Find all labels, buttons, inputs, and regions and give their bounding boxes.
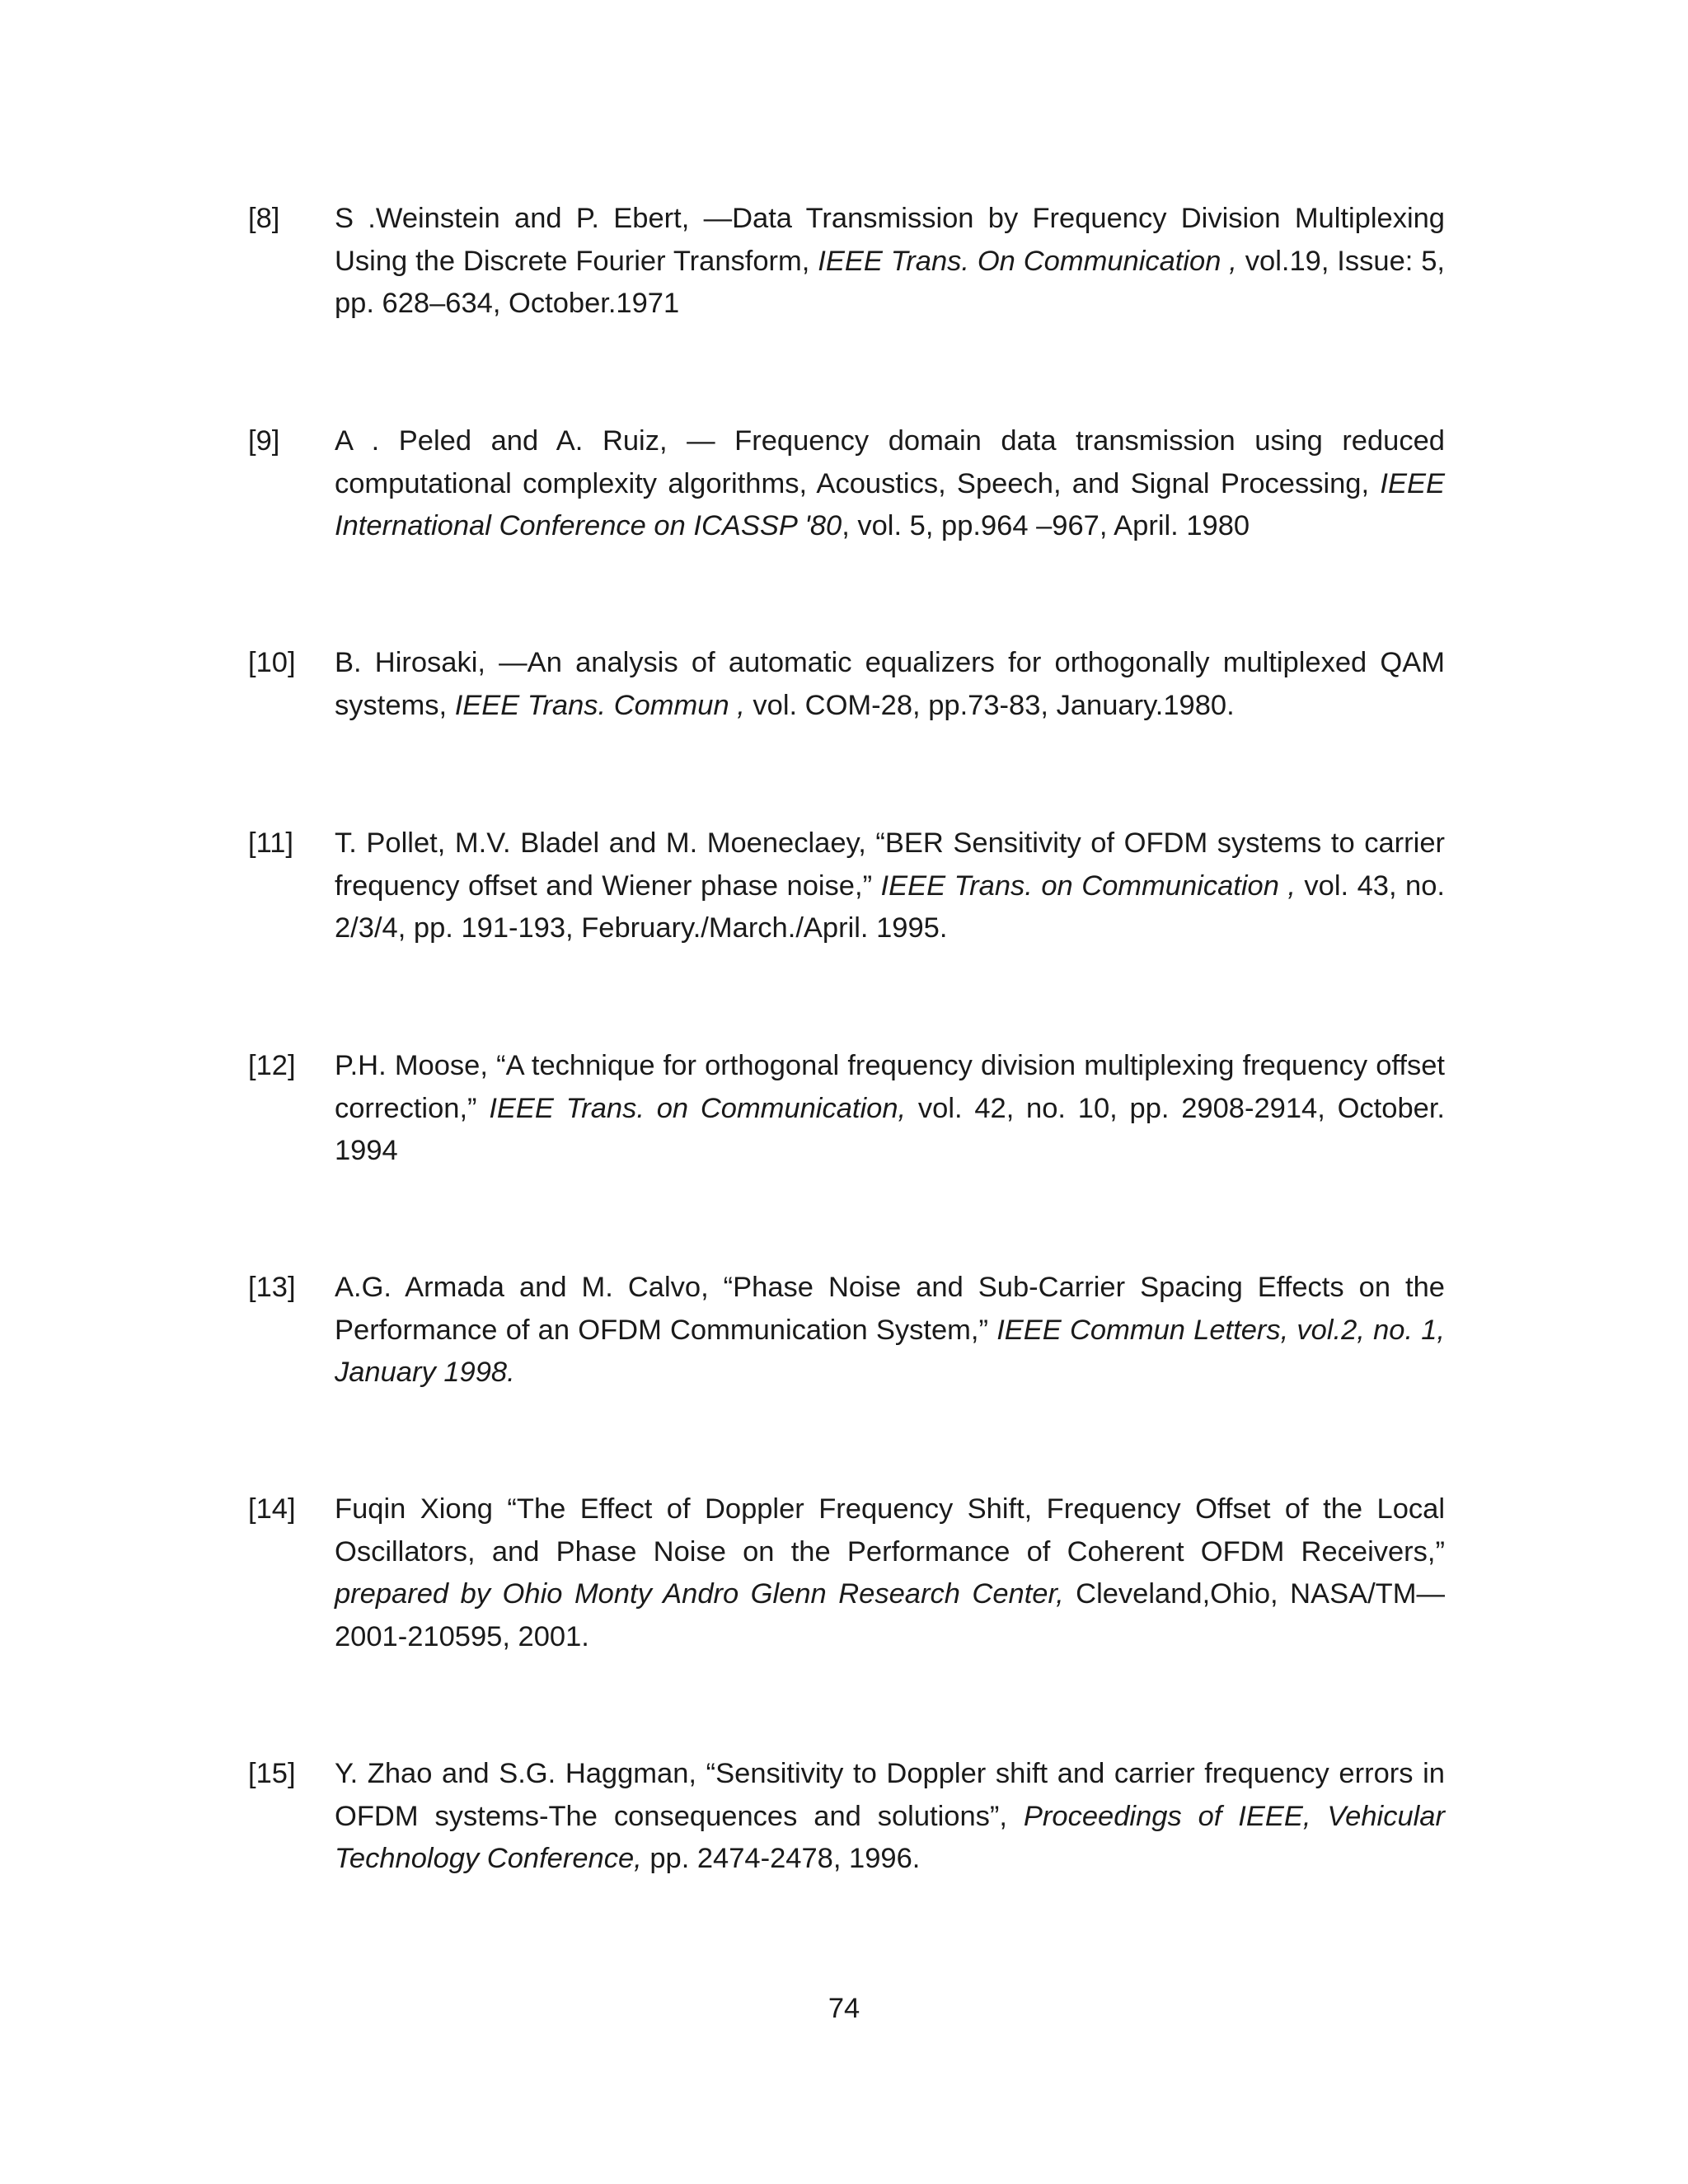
reference-text [335, 420, 1445, 548]
reference-journal: IEEE International Conference on ICASSP '80 [335, 467, 1445, 541]
reference-text [335, 1488, 1445, 1658]
reference-entry-9 [248, 420, 1445, 548]
reference-text-part: vol. COM-28, pp.73-83, January.1980. [744, 689, 1235, 721]
reference-number: [10] [248, 647, 296, 678]
reference-journal: prepared by Ohio Monty Andro Glenn Research Center, [335, 1578, 1064, 1610]
reference-journal: IEEE Trans. on Communication, [489, 1092, 907, 1124]
reference-journal: IEEE Trans. On Communication , [818, 245, 1237, 277]
reference-number: [9] [248, 425, 280, 457]
reference-journal: IEEE Trans. on Communication , [880, 869, 1296, 902]
reference-text-part: Y. Zhao and S.G. Haggman, “Sensitivity to Doppler shift and carrier frequency errors in OFDM systems-The consequences and solutions”, [335, 1758, 1445, 1832]
reference-text-part: A.G. Armada and M. Calvo, “Phase Noise and Sub-Carrier Spacing Effects on the Performance of an OFDM Communication System,” [335, 1272, 1445, 1346]
reference-number: [15] [248, 1758, 296, 1789]
reference-text-part: pp. 2474-2478, 1996. [641, 1843, 921, 1874]
reference-text-part: , vol. 5, pp.964 –967, April. 1980 [842, 510, 1250, 541]
reference-number: [12] [248, 1050, 296, 1081]
reference-number: [13] [248, 1272, 296, 1303]
reference-text-part: B. Hirosaki, —An analysis of automatic equalizers for orthogonally multiplexed QAM systems, [335, 647, 1445, 721]
reference-entry-11 [248, 823, 1445, 950]
reference-entry-15 [248, 1753, 1445, 1881]
reference-text-part: T. Pollet, M.V. Bladel and M. Moeneclaey, “BER Sensitivity of OFDM systems to carrier frequency offset and Wiener phase noise,” [335, 827, 1445, 902]
reference-journal: IEEE Commun Letters, vol.2, no. 1, January 1998. [335, 1314, 1446, 1388]
reference-text-part: A . Peled and A. Ruiz, — Frequency domain data transmission using reduced computational complexity algorithms, Acoustics, Speech, and Signal Processing, [335, 425, 1445, 499]
reference-text-part: vol.19, Issue: 5, pp. 628–634, October.1971 [335, 245, 1445, 319]
reference-journal: Proceedings of IEEE, Vehicular Technology Conference, [335, 1800, 1445, 1874]
reference-text-part: P.H. Moose, “A technique for orthogonal frequency division multiplexing frequency offset correction,” [335, 1050, 1445, 1124]
reference-text [335, 198, 1445, 326]
reference-text-part: vol. 43, no. 2/3/4, pp. 191-193, February./March./April. 1995. [335, 869, 1446, 944]
reference-number: [14] [248, 1493, 296, 1525]
reference-entry-8 [248, 198, 1445, 326]
reference-text-part: Fuqin Xiong “The Effect of Doppler Frequency Shift, Frequency Offset of the Local Oscillators, and Phase Noise on the Performance of Coherent OFDM Receivers,” [335, 1493, 1445, 1568]
reference-entry-12 [248, 1045, 1445, 1173]
reference-number: [11] [248, 827, 293, 859]
reference-text [335, 823, 1445, 950]
page-number: 74 [828, 1993, 860, 2024]
reference-text [335, 1045, 1445, 1173]
reference-text-part: vol. 42, no. 10, pp. 2908-2914, October. 1994 [335, 1092, 1445, 1166]
reference-entry-10 [248, 642, 1445, 727]
reference-entry-13 [248, 1267, 1445, 1394]
reference-text-part: S .Weinstein and P. Ebert, —Data Transmission by Frequency Division Multiplexing Using the Discrete Fourier Transform, [335, 203, 1445, 277]
reference-entry-14 [248, 1488, 1445, 1658]
reference-text-part: Cleveland,Ohio, NASA/TM—2001-210595, 2001. [335, 1578, 1445, 1652]
reference-text [335, 642, 1445, 727]
reference-text [335, 1267, 1445, 1394]
reference-number: [8] [248, 203, 280, 234]
reference-journal: IEEE Trans. Commun , [454, 689, 745, 721]
reference-text [335, 1753, 1445, 1881]
